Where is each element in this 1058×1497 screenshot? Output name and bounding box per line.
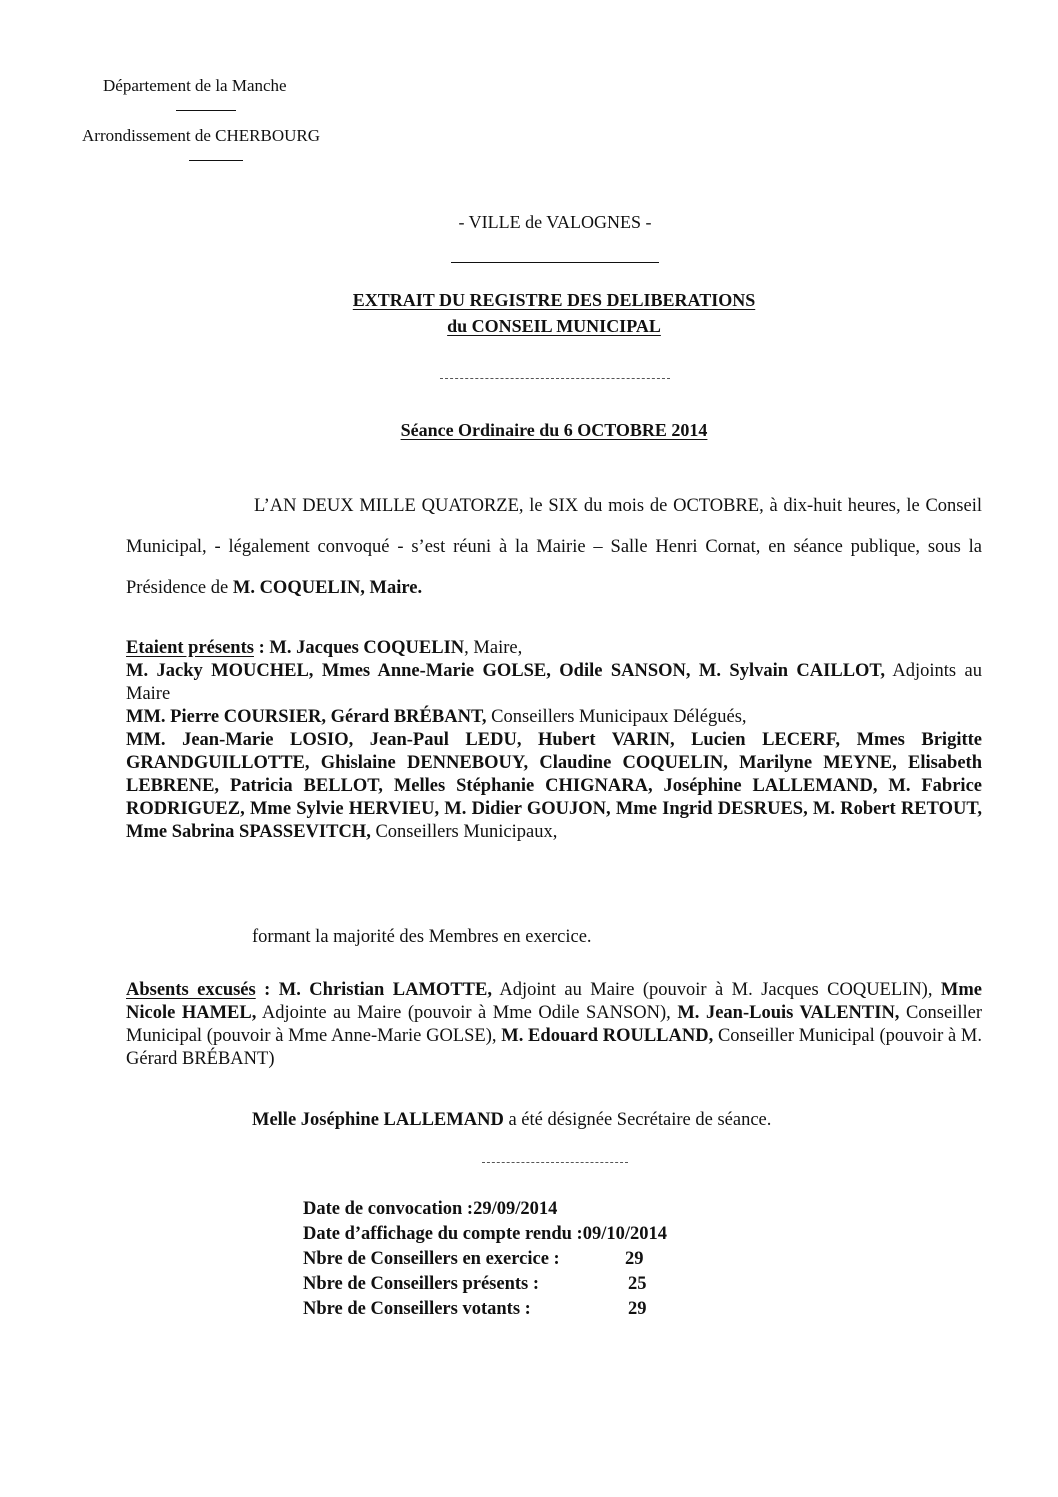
exercice-count xyxy=(303,1247,667,1272)
delegues-names: MM. Pierre COURSIER, Gérard BRÉBANT, xyxy=(126,707,487,727)
majority-statement: formant la majorité des Membres en exercice. xyxy=(252,927,592,947)
header-divider xyxy=(176,110,236,111)
absent-person-2: Mme Nicole HAMEL, xyxy=(126,980,982,1023)
secretary-name: Melle Joséphine LALLEMAND xyxy=(252,1110,504,1130)
absent-person-4-detail: Conseiller Municipal (pouvoir à M. Gérard BRÉBANT) xyxy=(126,1026,982,1069)
votants-count xyxy=(303,1297,667,1322)
city-divider xyxy=(451,262,659,263)
convocation-value: 29/09/2014 xyxy=(473,1199,558,1219)
presents-value: 25 xyxy=(628,1274,647,1294)
conseillers-names: MM. Jean-Marie LOSIO, Jean-Paul LEDU, Hubert VARIN, Lucien LECERF, Mmes Brigitte GRANDGUILLOTTE, Ghislaine DENNEBOUY, Claudine COQUELIN, Marilyne MEYNE, Elisabeth LEBRENE, Patricia BELLOT, Melles Stéphanie CHIGNARA, Joséphine LALLEMAND, M. Fabrice RODRIGUEZ, Mme Sylvie HERVIEU, M. Didier GOUJON, Mme Ingrid DESRUES, M. Robert RETOUT, Mme Sabrina SPASSEVITCH, xyxy=(126,730,982,842)
adjoints-line xyxy=(126,660,982,706)
adjoints-role: Adjoints au Maire xyxy=(126,661,983,704)
affichage-value: 09/10/2014 xyxy=(582,1224,667,1244)
convocation-label: Date de convocation : xyxy=(303,1199,474,1219)
votants-label: Nbre de Conseillers votants : xyxy=(303,1299,531,1319)
votants-value: 29 xyxy=(628,1299,647,1319)
mayor-role: , Maire, xyxy=(464,638,523,658)
presents-count xyxy=(303,1272,667,1297)
opening-text: L’AN DEUX MILLE QUATORZE, le SIX du mois de OCTOBRE, à dix-huit heures, le Conseil Municipal, - légalement convoqué - s’est réuni à la Mairie – Salle Henri Cornat, en séance publique, sous la Présidence de xyxy=(126,496,982,598)
absent-sep: : xyxy=(255,980,279,1000)
presents-label: Nbre de Conseillers présents : xyxy=(303,1274,540,1294)
president-name: M. COQUELIN, Maire. xyxy=(232,578,423,598)
document-subtitle: du CONSEIL MUNICIPAL xyxy=(447,316,661,336)
secretary-line xyxy=(252,1110,771,1131)
header-divider xyxy=(189,160,243,161)
document-title: EXTRAIT DU REGISTRE DES DELIBERATIONS xyxy=(352,290,756,310)
secretary-text: a été désignée Secrétaire de séance. xyxy=(503,1110,772,1130)
session-title: Séance Ordinaire du 6 OCTOBRE 2014 xyxy=(400,420,708,440)
mayor-name: M. Jacques COQUELIN xyxy=(269,638,465,658)
absent-person-4: M. Edouard ROULLAND, xyxy=(501,1026,714,1046)
absent-members xyxy=(126,979,982,1071)
conseillers-line xyxy=(126,729,982,844)
title-divider xyxy=(440,378,670,379)
conseillers-role: Conseillers Municipaux, xyxy=(370,822,558,842)
absent-person-3: M. Jean-Louis VALENTIN, xyxy=(677,1003,900,1023)
exercice-label: Nbre de Conseillers en exercice : xyxy=(303,1249,560,1269)
present-mayor-line xyxy=(126,637,982,660)
present-members xyxy=(126,637,982,844)
secretary-divider xyxy=(482,1162,628,1163)
delegues-line xyxy=(126,706,982,729)
opening-paragraph xyxy=(126,486,982,609)
convocation-date xyxy=(303,1197,667,1222)
department-label: Département de la Manche xyxy=(103,76,287,95)
delegues-role: Conseillers Municipaux Délégués, xyxy=(486,707,747,727)
absent-person-3-detail: Conseiller Municipal (pouvoir à Mme Anne-Marie GOLSE), xyxy=(126,1003,983,1046)
arrondissement-label: Arrondissement de CHERBOURG xyxy=(82,126,320,145)
absent-person-1: M. Christian LAMOTTE, xyxy=(278,980,492,1000)
absent-person-2-detail: Adjointe au Maire (pouvoir à Mme Odile SANSON), xyxy=(256,1003,678,1023)
present-sep: : xyxy=(253,638,270,658)
affichage-label: Date d’affichage du compte rendu : xyxy=(303,1224,583,1244)
present-label: Etaient présents xyxy=(126,638,254,658)
exercice-value: 29 xyxy=(625,1249,644,1269)
absent-person-1-detail: Adjoint au Maire (pouvoir à M. Jacques COQUELIN), xyxy=(491,980,941,1000)
city-name: - VILLE de VALOGNES - xyxy=(458,212,652,232)
absent-label: Absents excusés xyxy=(126,980,256,1000)
session-stats xyxy=(303,1197,667,1322)
affichage-date xyxy=(303,1222,667,1247)
adjoints-names: M. Jacky MOUCHEL, Mmes Anne-Marie GOLSE, Odile SANSON, M. Sylvain CAILLOT, xyxy=(126,661,886,681)
